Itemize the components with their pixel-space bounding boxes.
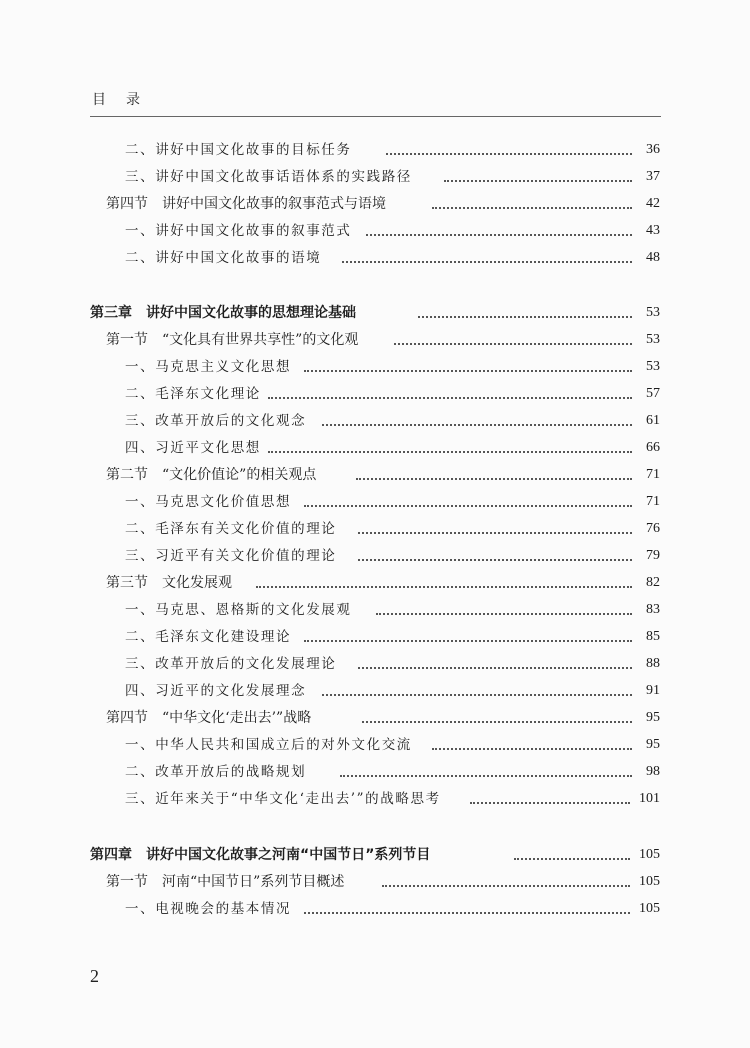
toc-entry-title: 三、习近平有关文化价值的理论 [125,548,337,564]
toc-entry-page: 85 [646,629,660,644]
toc-entry-title: 一、中华人民共和国成立后的对外文化交流 [125,737,412,753]
toc-entry-page: 79 [646,548,660,563]
toc-entry-page: 61 [646,413,660,428]
toc-entry-title: 三、改革开放后的文化发展理论 [125,656,337,672]
toc-entry-title: 四、习近平的文化发展理念 [125,683,307,699]
toc-entry-title: 二、讲好中国文化故事的目标任务 [125,142,352,158]
toc-entry[interactable] [0,899,750,919]
toc-entry-page: 105 [639,901,660,916]
dot-leader [358,559,632,561]
toc-entry-page: 105 [639,847,660,862]
toc-entry[interactable] [0,411,750,431]
toc-entry-page: 91 [646,683,660,698]
toc-entry-title: 第一节 “文化具有世界共享性”的文化观 [106,332,359,348]
dot-leader [444,180,632,182]
toc-entry-title: 第二节 “文化价值论”的相关观点 [106,467,317,483]
toc-entry[interactable] [0,167,750,187]
toc-entry-page: 83 [646,602,660,617]
toc-entry-title: 第一节 河南“中国节日”系列节目概述 [106,874,345,890]
toc-entry[interactable] [0,248,750,268]
dot-leader [394,343,632,345]
toc-entry[interactable] [0,438,750,458]
toc-entry[interactable] [0,221,750,241]
toc-entry-page: 71 [646,494,660,509]
toc-entry[interactable] [0,465,750,485]
toc-entry-title: 一、马克思主义文化思想 [125,359,292,375]
toc-entry-page: 105 [639,874,660,889]
dot-leader [470,802,630,804]
toc-entry-title: 二、讲好中国文化故事的语境 [125,250,322,266]
toc-entry[interactable] [0,357,750,377]
toc-entry[interactable] [0,762,750,782]
dot-leader [322,424,632,426]
toc-entry[interactable] [0,872,750,892]
toc-entry[interactable] [0,194,750,214]
toc-entry[interactable] [0,546,750,566]
running-header: 目录 [92,92,160,108]
dot-leader [432,207,632,209]
header-rule [90,116,661,117]
dot-leader [358,667,632,669]
toc-entry-page: 37 [646,169,660,184]
toc-entry-title: 三、改革开放后的文化观念 [125,413,307,429]
dot-leader [304,640,632,642]
toc-entry-page: 98 [646,764,660,779]
toc-entry-page: 95 [646,737,660,752]
toc-entry-chapter[interactable] [0,303,750,323]
dot-leader [256,586,632,588]
toc-entry[interactable] [0,330,750,350]
toc-entry[interactable] [0,140,750,160]
toc-entry-title: 一、讲好中国文化故事的叙事范式 [125,223,352,239]
toc-entry-title: 一、马克思、恩格斯的文化发展观 [125,602,352,618]
dot-leader [268,451,632,453]
dot-leader [514,858,630,860]
toc-entry-title: 三、近年来关于“中华文化‘走出去’”的战略思考 [125,791,441,807]
toc-entry[interactable] [0,735,750,755]
toc-entry-page: 53 [646,332,660,347]
toc-entry-page: 48 [646,250,660,265]
toc-entry-title: 二、毛泽东文化建设理论 [125,629,292,645]
toc-entry-title: 一、马克思文化价值思想 [125,494,292,510]
toc-entry[interactable] [0,492,750,512]
toc-entry[interactable] [0,384,750,404]
toc-entry[interactable] [0,681,750,701]
dot-leader [342,261,632,263]
toc-entry-title: 第四节 讲好中国文化故事的叙事范式与语境 [106,196,386,212]
toc-entry-title: 第四章 讲好中国文化故事之河南“中国节日”系列节目 [90,847,431,863]
dot-leader [356,478,632,480]
dot-leader [304,505,632,507]
dot-leader [304,370,632,372]
dot-leader [382,885,630,887]
toc-entry-page: 43 [646,223,660,238]
toc-entry[interactable] [0,573,750,593]
toc-entry-title: 四、习近平文化思想 [125,440,261,456]
toc-entry[interactable] [0,600,750,620]
toc-entry-title: 第四节 “中华文化‘走出去’”战略 [106,710,312,726]
toc-entry-page: 36 [646,142,660,157]
toc-entry[interactable] [0,519,750,539]
toc-entry-page: 66 [646,440,660,455]
toc-entry[interactable] [0,789,750,809]
dot-leader [358,532,632,534]
toc-entry-page: 42 [646,196,660,211]
toc-entry-page: 95 [646,710,660,725]
toc-entry-page: 82 [646,575,660,590]
toc-entry-page: 76 [646,521,660,536]
toc-entry-title: 第三节 文化发展观 [106,575,232,591]
toc-entry-page: 53 [646,305,660,320]
toc-entry-page: 71 [646,467,660,482]
dot-leader [340,775,632,777]
toc-entry-title: 二、改革开放后的战略规划 [125,764,307,780]
toc-entry-title: 三、讲好中国文化故事话语体系的实践路径 [125,169,412,185]
dot-leader [432,748,632,750]
toc-entry-title: 二、毛泽东文化理论 [125,386,261,402]
toc-entry-page: 101 [639,791,660,806]
toc-entry-title: 第三章 讲好中国文化故事的思想理论基础 [90,305,356,321]
dot-leader [386,153,632,155]
toc-entry-page: 57 [646,386,660,401]
dot-leader [366,234,632,236]
dot-leader [362,721,632,723]
toc-entry-title: 二、毛泽东有关文化价值的理论 [125,521,337,537]
toc-entry[interactable] [0,654,750,674]
dot-leader [268,397,632,399]
dot-leader [322,694,632,696]
dot-leader [376,613,632,615]
toc-entry[interactable] [0,627,750,647]
dot-leader [304,912,630,914]
dot-leader [418,316,632,318]
page-number: 2 [90,966,99,986]
toc-entry-page: 53 [646,359,660,374]
toc-entry[interactable] [0,708,750,728]
toc-entry-title: 一、电视晚会的基本情况 [125,901,292,917]
toc-entry-chapter[interactable] [0,845,750,865]
toc-entry-page: 88 [646,656,660,671]
